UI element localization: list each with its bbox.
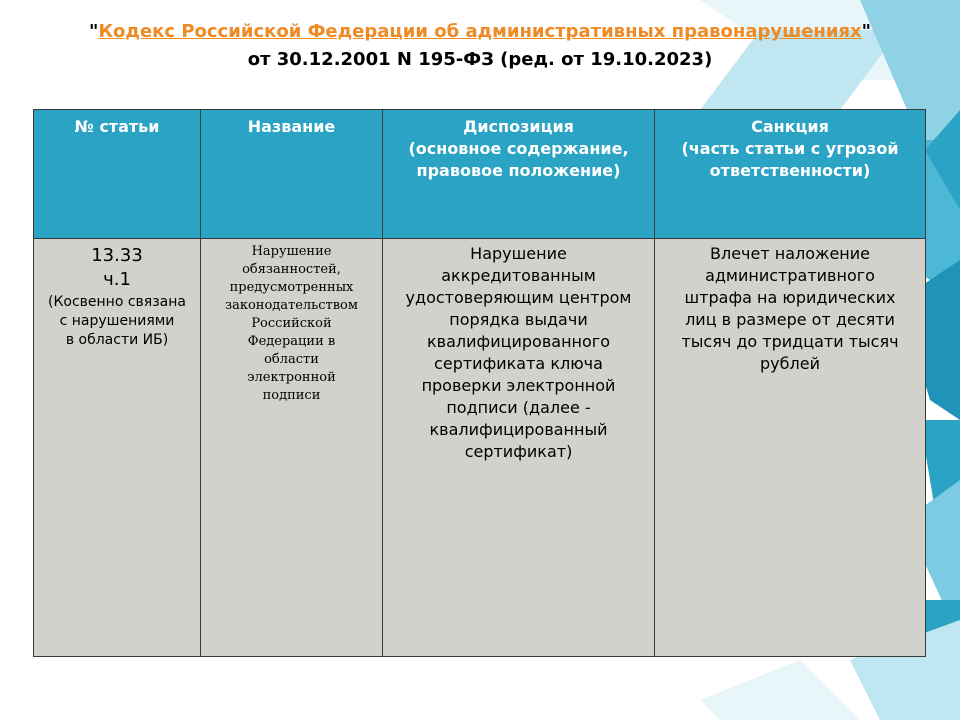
name-line: области [264,352,319,367]
name-line: обязанностей, [242,262,341,277]
title-subtitle: от 30.12.2001 N 195-ФЗ (ред. от 19.10.2023) [247,49,713,70]
disposition-line: квалифицированного [427,332,610,351]
disposition-line: порядка выдачи [449,310,588,329]
name-line: Российской [251,316,332,331]
header-line: правовое положение) [416,161,621,180]
disposition-line: квалифицированный [429,420,608,439]
law-table [33,109,926,657]
disposition-line: сертификат) [464,442,573,461]
table-header-row [34,110,926,239]
sanction-line: тысяч до тридцати тысяч [681,332,899,351]
disposition-line: аккредитованным [441,266,596,285]
disposition-line: проверки электронной [421,376,616,395]
disposition-line: удостоверяющим центром [405,288,632,307]
cell-article [34,239,201,657]
name-line: законодательством [225,298,358,313]
name-line: электронной [247,370,336,385]
cell-disposition [383,239,655,657]
header-line: (часть статьи с угрозой [681,139,899,158]
sanction-line: административного [705,266,875,285]
quote-close: " [861,21,872,42]
article-note [40,293,194,350]
header-name [201,110,383,239]
header-line: № статьи [74,117,160,136]
table-row [34,239,926,657]
cell-sanction [655,239,926,657]
sanction-line: лиц в размере от десяти [685,310,895,329]
disposition-line: Нарушение [470,244,567,263]
header-article-number [34,110,201,239]
name-line: Федерации в [247,334,336,349]
name-line: Нарушение [251,244,332,259]
title-line-1 [0,18,960,46]
header-sanction [655,110,926,239]
note-line: в области ИБ) [65,332,169,348]
title-block [0,18,960,74]
law-name-link[interactable]: Кодекс Российской Федерации об административных правонарушениях [98,21,862,42]
header-line: Диспозиция [463,117,574,136]
quote-open: " [88,21,99,42]
sanction-line: Влечет наложение [710,244,870,263]
name-line: подписи [262,388,321,403]
sanction-line: рублей [760,354,820,373]
sanction-line: штрафа на юридических [684,288,896,307]
header-disposition [383,110,655,239]
note-line: с нарушениями [59,313,175,329]
article-part: ч.1 [103,269,131,290]
name-line: предусмотренных [229,280,354,295]
note-line: (Косвенно связана [48,294,186,310]
header-line: Санкция [751,117,829,136]
header-line: ответственности) [709,161,871,180]
article-number: 13.33 [91,245,143,266]
disposition-line: сертификата ключа [434,354,603,373]
cell-name [201,239,383,657]
disposition-line: подписи (далее - [446,398,591,417]
header-line: Название [247,117,336,136]
header-line: (основное содержание, [408,139,629,158]
